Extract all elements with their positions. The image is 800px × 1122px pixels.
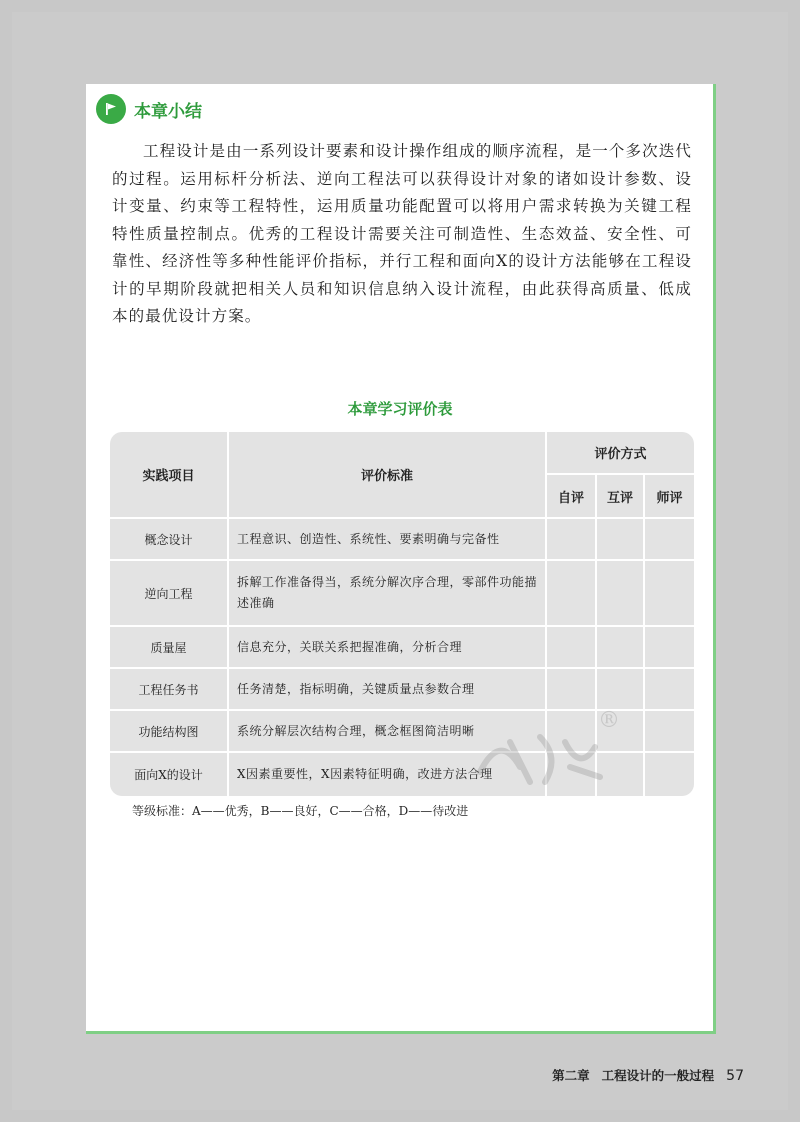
teacher-eval-cell[interactable] — [644, 710, 694, 752]
teacher-eval-cell[interactable] — [644, 560, 694, 626]
teacher-eval-cell[interactable] — [644, 668, 694, 710]
row-criteria: 工程意识、创造性、系统性、要素明确与完备性 — [228, 518, 546, 560]
row-criteria: X因素重要性，X因素特征明确，改进方法合理 — [228, 752, 546, 796]
self-eval-cell[interactable] — [546, 518, 596, 560]
self-eval-cell[interactable] — [546, 668, 596, 710]
row-item: 工程任务书 — [110, 668, 228, 710]
header-item: 实践项目 — [110, 432, 228, 518]
footer-chapter: 第二章 — [552, 1068, 590, 1083]
row-item: 功能结构图 — [110, 710, 228, 752]
row-item: 逆向工程 — [110, 560, 228, 626]
row-item: 质量屋 — [110, 626, 228, 668]
row-item: 概念设计 — [110, 518, 228, 560]
summary-paragraph — [112, 138, 692, 331]
peer-eval-cell[interactable] — [596, 626, 644, 668]
page-number: 57 — [726, 1068, 744, 1084]
grade-standard-note: 等级标准：A——优秀，B——良好，C——合格，D——待改进 — [132, 804, 469, 818]
row-item: 面向X的设计 — [110, 752, 228, 796]
header-criteria: 评价标准 — [228, 432, 546, 518]
header-self: 自评 — [546, 474, 596, 518]
teacher-eval-cell[interactable] — [644, 752, 694, 796]
publisher-watermark — [470, 708, 620, 798]
row-criteria: 信息充分，关联关系把握准确，分析合理 — [228, 626, 546, 668]
peer-eval-cell[interactable] — [596, 668, 644, 710]
flag-icon — [96, 94, 126, 124]
self-eval-cell[interactable] — [546, 626, 596, 668]
table-row — [110, 518, 694, 560]
footer-chapter-title: 工程设计的一般过程 — [601, 1068, 715, 1083]
table-row — [110, 668, 694, 710]
peer-eval-cell[interactable] — [596, 560, 644, 626]
header-peer: 互评 — [596, 474, 644, 518]
evaluation-table-title: 本章学习评价表 — [347, 400, 453, 418]
summary-heading: 本章小结 — [134, 101, 202, 122]
teacher-eval-cell[interactable] — [644, 518, 694, 560]
row-criteria: 拆解工作准备得当，系统分解次序合理，零部件功能描述准确 — [228, 560, 546, 626]
peer-eval-cell[interactable] — [596, 518, 644, 560]
table-row — [110, 560, 694, 626]
chapter-summary-header — [96, 94, 202, 124]
table-row — [110, 626, 694, 668]
header-method: 评价方式 — [546, 432, 694, 474]
self-eval-cell[interactable] — [546, 560, 596, 626]
registered-mark: ® — [598, 708, 620, 733]
teacher-eval-cell[interactable] — [644, 626, 694, 668]
page-footer — [552, 1066, 744, 1084]
header-teacher: 师评 — [644, 474, 694, 518]
row-criteria: 任务清楚，指标明确，关键质量点参数合理 — [228, 668, 546, 710]
summary-text: 工程设计是由一系列设计要素和设计操作组成的顺序流程，是一个多次迭代的过程。运用标杆分析法、逆向工程法可以获得设计对象的诸如设计参数、设计变量、约束等工程特性，运用质量功能配置可以将用户需求转换为关键工程特性质量控制点。优秀的工程设计需要关注可制造性、生态效益、安全性、可靠性、经济性等多种性能评价指标，并行工程和面向X的设计方法能够在工程设计的早期阶段就把相关人员和知识信息纳入设计流程，由此获得高质量、低成本的最优设计方案。 — [112, 142, 692, 325]
row-criteria: 系统分解层次结构合理，概念框图简洁明晰 — [228, 710, 546, 752]
